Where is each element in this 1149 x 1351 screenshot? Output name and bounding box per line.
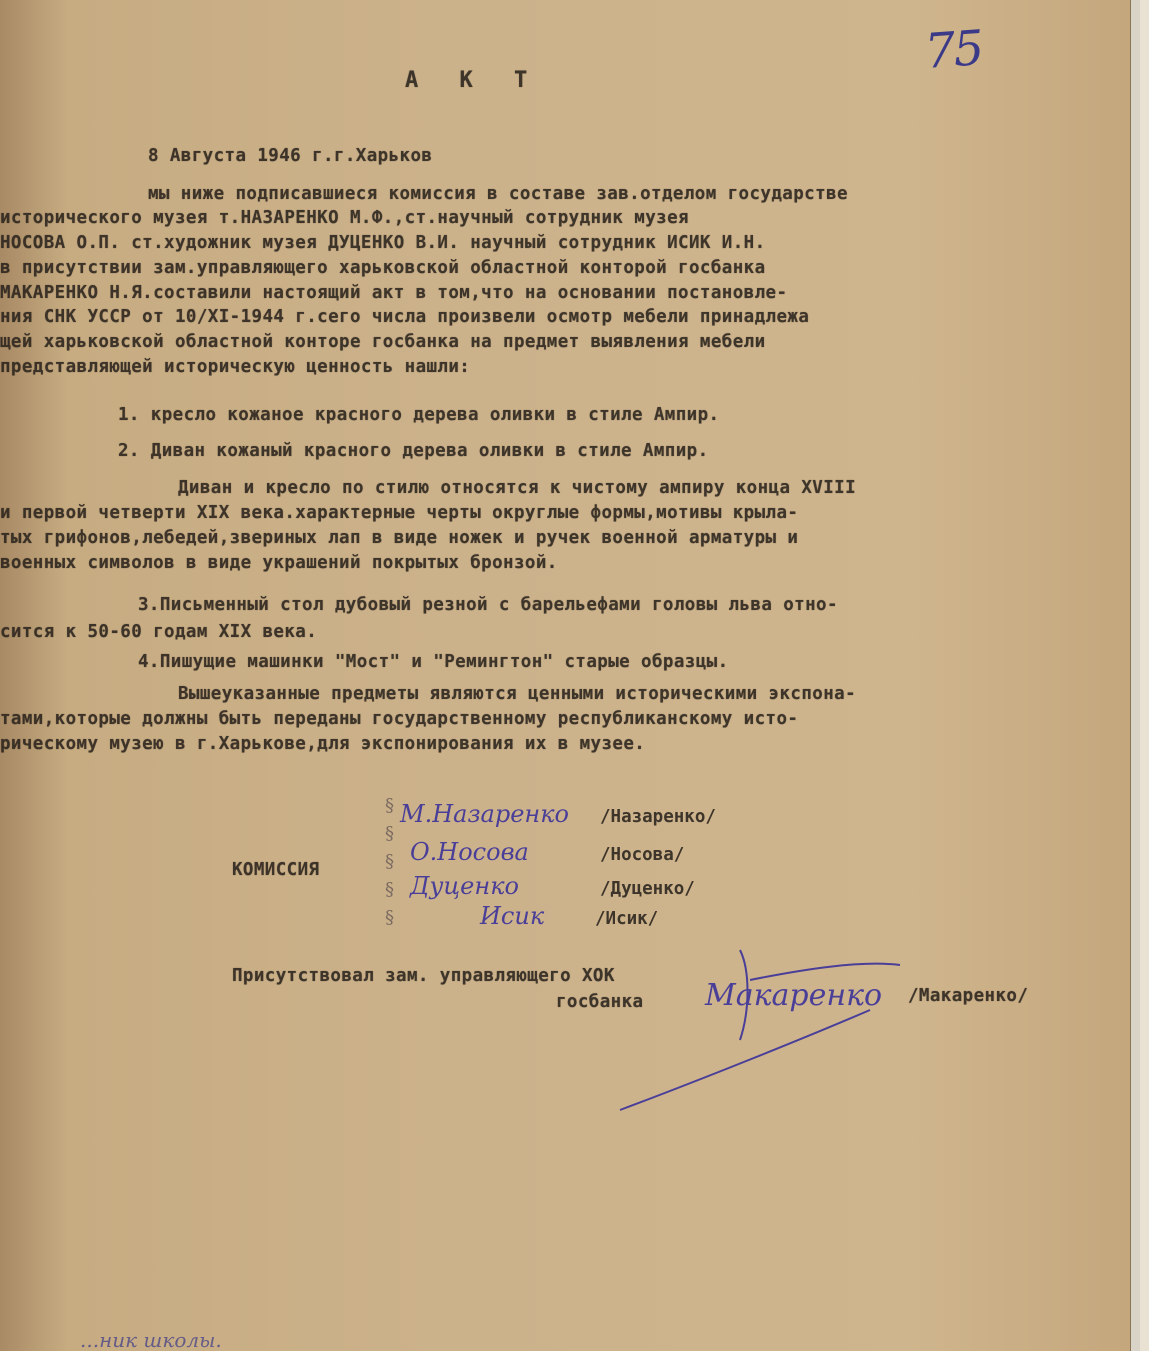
body-line: МАКАРЕНКО Н.Я.составили настоящий акт в том,что на основании постановле- (0, 283, 788, 303)
signature-row (480, 902, 658, 930)
list-item: 2. Диван кожаный красного дерева оливки в стиле Ампир. (118, 441, 709, 461)
handwritten-signature: Дуценко (410, 872, 519, 900)
section-marks: § § § § § (385, 795, 394, 928)
conclusion-line: рическому музею в г.Харькове,для экспонирования их в музее. (0, 734, 646, 754)
commission-label: КОМИССИЯ (232, 860, 320, 880)
page-number: 75 (923, 20, 984, 80)
list-item: 1. кресло кожаное красного дерева оливки в стиле Ампир. (118, 405, 720, 425)
handwritten-signature: М.Назаренко (400, 800, 569, 828)
signature-row (410, 872, 695, 900)
bottom-partial-text: ...ник школы. (80, 1328, 222, 1351)
body-line: мы ниже подписавшиеся комиссия в составе зав.отделом государстве (148, 184, 848, 204)
body-line: исторического музея т.НАЗАРЕНКО М.Ф.,ст.научный сотрудник музея (0, 208, 689, 228)
typed-name: /Исик/ (595, 909, 659, 929)
typed-name: /Назаренко/ (600, 807, 716, 827)
conclusion-line: тами,которые должны быть переданы государственному республиканскому исто- (0, 709, 799, 729)
document-title: А К Т (405, 68, 542, 93)
description-line: Диван и кресло по стилю относятся к чистому ампиру конца XVIII (178, 478, 857, 498)
date-line: 8 Августа 1946 г.г.Харьков (148, 146, 433, 166)
page-edge (1130, 0, 1140, 1351)
conclusion-line: Вышеуказанные предметы являются ценными историческими экспона- (178, 684, 857, 704)
signature-row (400, 800, 716, 828)
body-line: ния СНК УССР от 10/XI-1944 г.сего числа произвели осмотр мебели принадлежа (0, 307, 810, 327)
list-item: 4.Пишущие машинки "Мост" и "Ремингтон" старые образцы. (138, 652, 729, 672)
description-line: военных символов в виде украшений покрытых бронзой. (0, 553, 558, 573)
signature-row (410, 838, 684, 866)
description-line: и первой четверти XIX века.характерные черты округлые формы,мотивы крыла- (0, 503, 799, 523)
list-item: сится к 50-60 годам XIX века. (0, 622, 318, 642)
body-line: щей харьковской областной конторе госбанка на предмет выявления мебели (0, 332, 766, 352)
handwritten-signature: Макаренко (705, 978, 883, 1013)
handwritten-signature: О.Носова (410, 838, 529, 866)
typed-name: /Носова/ (600, 845, 685, 865)
body-line: представляющей историческую ценность нашли: (0, 357, 471, 377)
description-line: тых грифонов,лебедей,звериных лап в виде ножек и ручек военной арматуры и (0, 528, 799, 548)
typed-name: /Макаренко/ (908, 986, 1029, 1006)
body-line: в присутствии зам.управляющего харьковской областной конторой госбанка (0, 258, 766, 278)
body-line: НОСОВА О.П. ст.художник музея ДУЦЕНКО В.И. научный сотрудник ИСИК И.Н. (0, 233, 766, 253)
list-item: 3.Письменный стол дубовый резной с барельефами головы льва отно- (138, 595, 838, 615)
typed-name: /Дуценко/ (600, 879, 695, 899)
signature-flourish (600, 930, 920, 1120)
present-line: госбанка (556, 992, 644, 1012)
present-line: Присутствовал зам. управляющего ХОК (232, 966, 615, 986)
handwritten-signature: Исик (480, 902, 545, 930)
